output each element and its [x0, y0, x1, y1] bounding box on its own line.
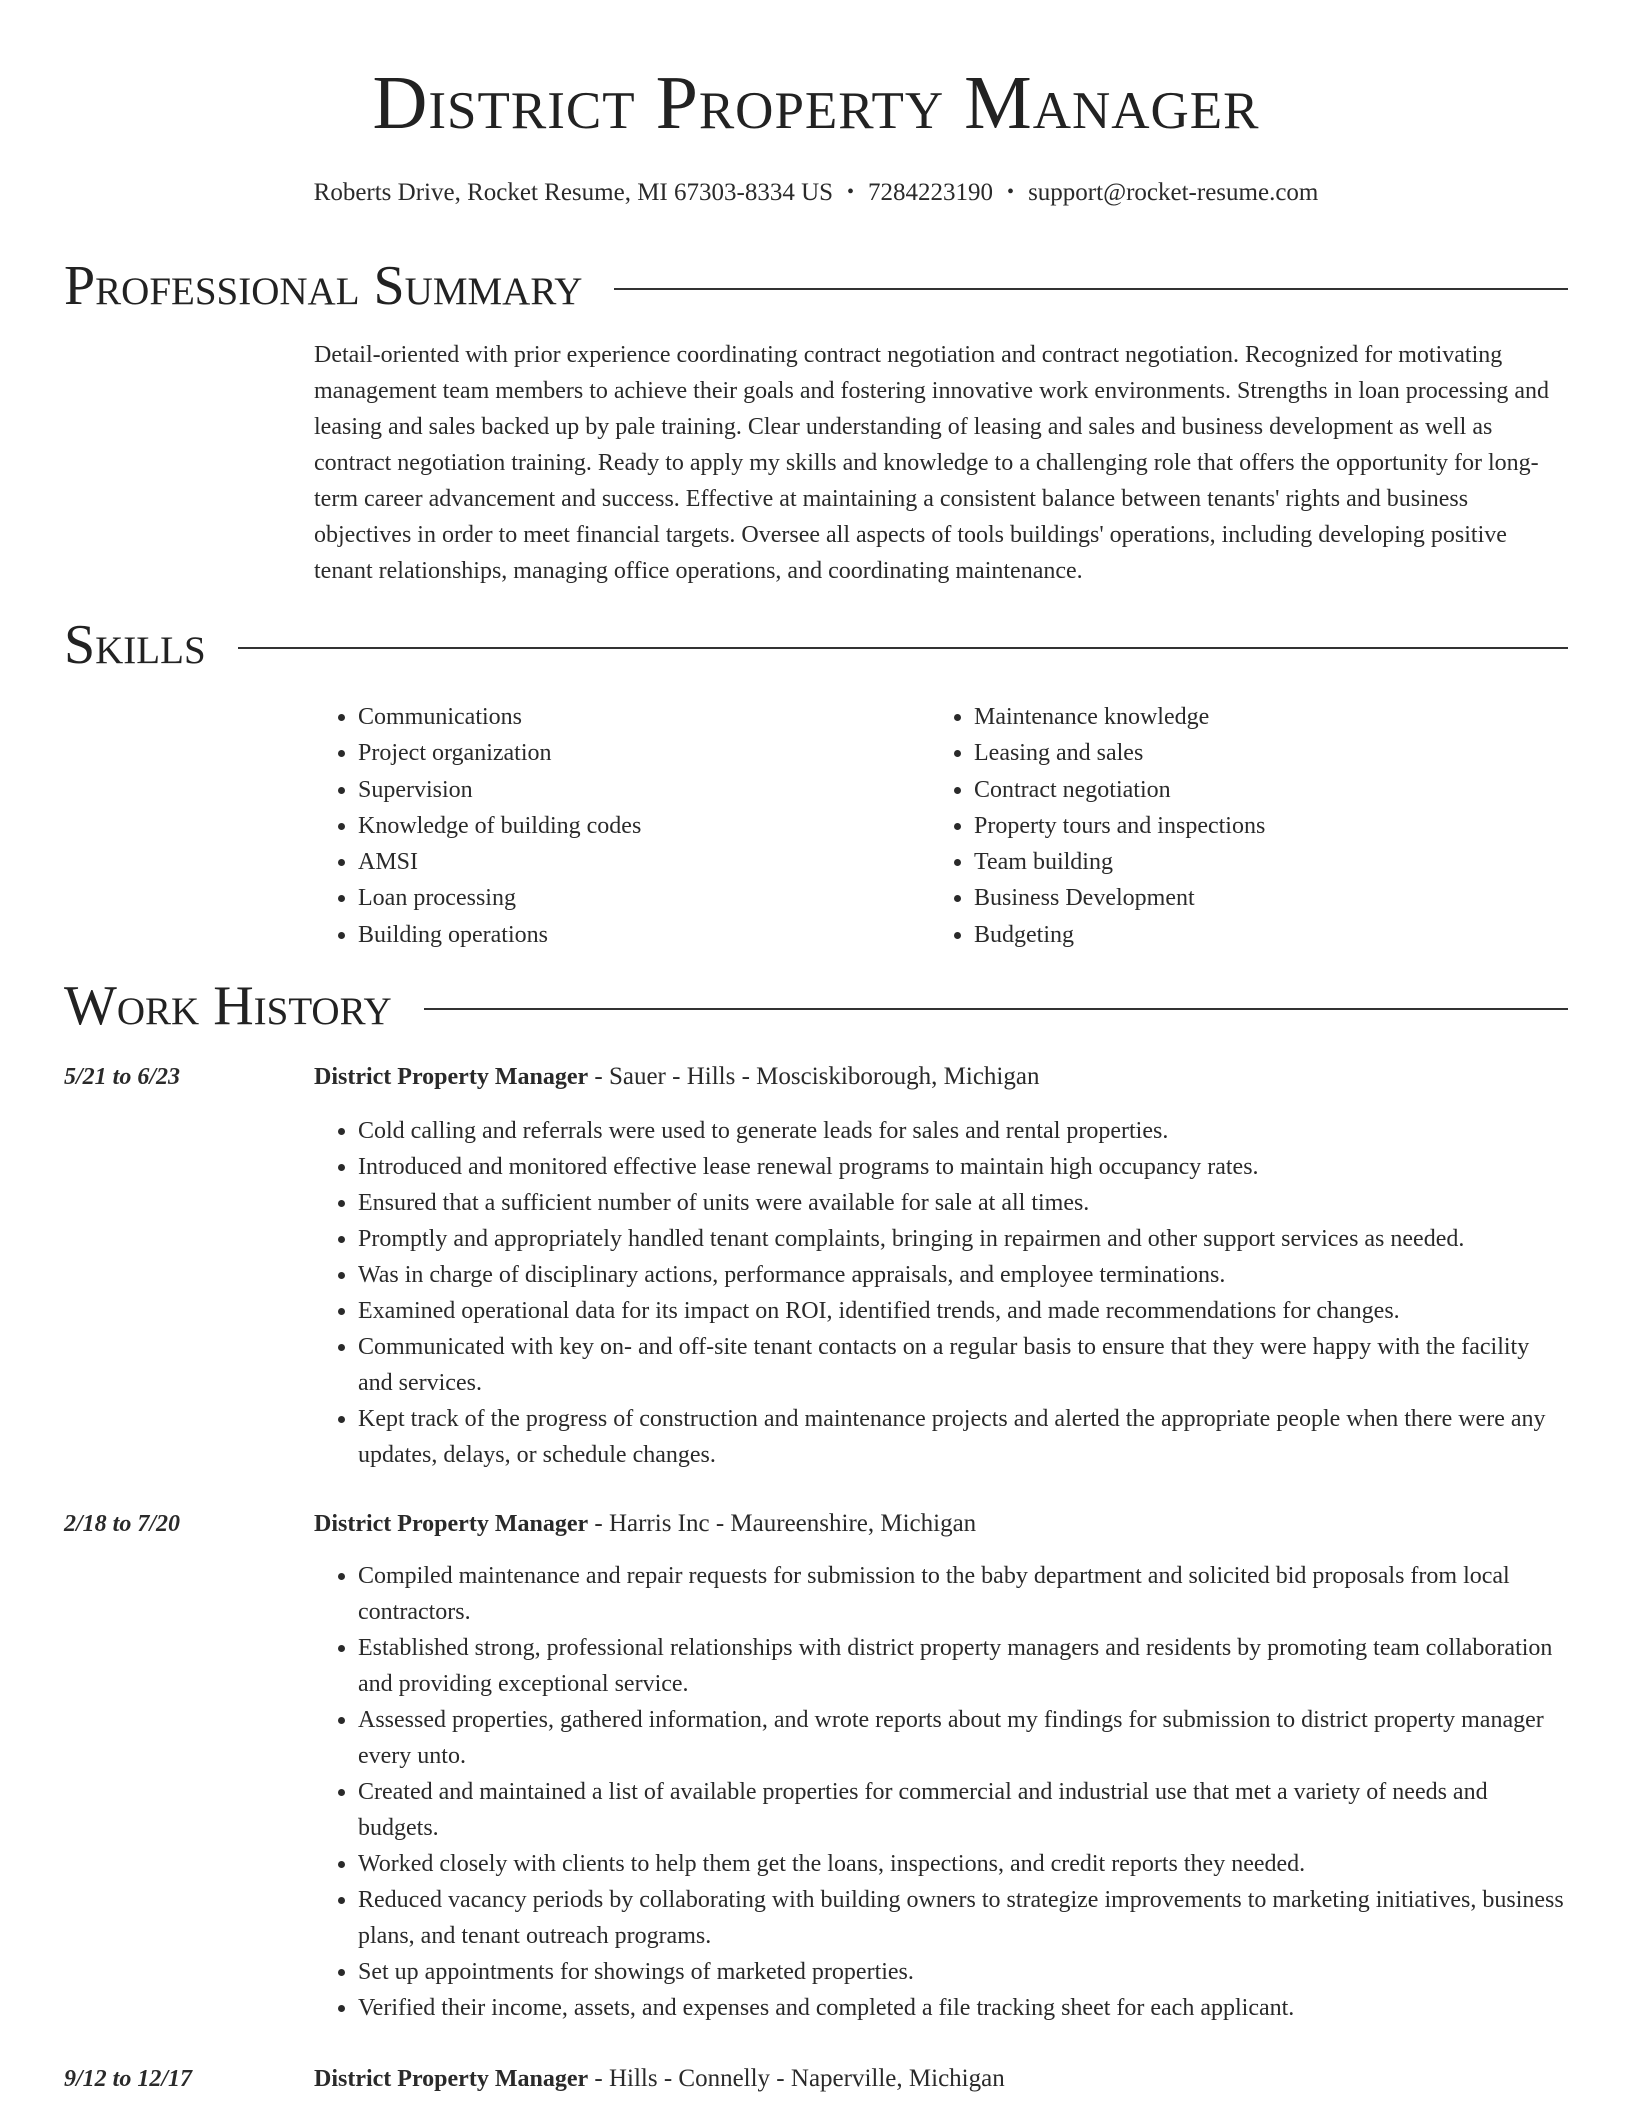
skill-item: • Leasing and sales	[974, 735, 1546, 771]
contact-line	[0, 174, 1632, 211]
skill-item: • Supervision	[358, 772, 930, 808]
job-title-line	[314, 1059, 1039, 1095]
skill-item: • Maintenance knowledge	[974, 699, 1546, 735]
section-divider	[238, 647, 1568, 649]
skills-heading: Skills	[64, 614, 206, 676]
contact-separator: •	[1007, 181, 1015, 203]
job-title: District Property Manager	[314, 2066, 589, 2092]
duty-item: • Established strong, professional relationships with district property managers and residents by promoting team collaboration and providing exceptional service.	[358, 1630, 1566, 1702]
job-dates: 2/18 to 7/20	[64, 1511, 181, 1537]
candidate-name: District Property Manager	[372, 61, 1260, 145]
duty-item: • Verified their income, assets, and expenses and completed a file tracking sheet for each applicant.	[358, 1990, 1566, 2026]
skill-item: • Business Development	[974, 880, 1546, 916]
contact-phone: 7284223190	[868, 179, 994, 206]
job-header	[64, 1506, 1566, 1542]
summary-section-header	[64, 253, 1568, 319]
duty-item: • Examined operational data for its impact on ROI, identified trends, and made recommendations for changes.	[358, 1293, 1566, 1329]
duty-item: • Reduced vacancy periods by collaborating with building owners to strategize improvements to marketing initiatives, business plans, and tenant outreach programs.	[358, 1882, 1566, 1954]
job-dates: 5/21 to 6/23	[64, 1064, 181, 1090]
section-divider	[424, 1008, 1568, 1010]
duty-item: • Assessed properties, gathered information, and wrote reports about my findings for submission to district property manager every unto.	[358, 1702, 1566, 1774]
duty-item: • Kept track of the progress of construction and maintenance projects and alerted the appropriate people when there were any updates, delays, or schedule changes.	[358, 1401, 1566, 1473]
contact-separator: •	[847, 181, 855, 203]
duty-item: • Set up appointments for showings of marketed properties.	[358, 1954, 1566, 1990]
job-title-line	[314, 1506, 976, 1542]
job-duties	[314, 1558, 1566, 2026]
skill-item: • Project organization	[358, 735, 930, 771]
skill-item: • Budgeting	[974, 917, 1546, 953]
skill-item: • Communications	[358, 699, 930, 735]
skill-item: • Property tours and inspections	[974, 808, 1546, 844]
job-dates: 9/12 to 12/17	[64, 2066, 193, 2092]
skills-section-header	[64, 612, 1568, 678]
contact-email: support@rocket-resume.com	[1028, 179, 1319, 206]
summary-heading: Professional Summary	[64, 255, 583, 317]
skills-column-left	[314, 699, 930, 953]
duty-item: • Promptly and appropriately handled tenant complaints, bringing in repairmen and other support services as needed.	[358, 1221, 1566, 1257]
duty-item: • Ensured that a sufficient number of units were available for sale at all times.	[358, 1185, 1566, 1221]
job-employer: - Hills - Connelly - Naperville, Michigan	[588, 2065, 1005, 2092]
job-header	[64, 2061, 1566, 2097]
skills-list	[314, 699, 1566, 953]
duty-item: • Worked closely with clients to help them get the loans, inspections, and credit reports they needed.	[358, 1846, 1566, 1882]
work-heading: Work History	[64, 975, 392, 1037]
duty-item: • Communicated with key on- and off-site tenant contacts on a regular basis to ensure that they were happy with the facility and services.	[358, 1329, 1566, 1401]
work-section-header	[64, 973, 1568, 1039]
job-title: District Property Manager	[314, 1511, 589, 1537]
duty-item: • Created and maintained a list of available properties for commercial and industrial use that met a variety of needs and budgets.	[358, 1774, 1566, 1846]
skill-item: • Knowledge of building codes	[358, 808, 930, 844]
job-title: District Property Manager	[314, 1064, 589, 1090]
duty-item: • Introduced and monitored effective lease renewal programs to maintain high occupancy rates.	[358, 1149, 1566, 1185]
job-duties	[314, 1113, 1566, 1473]
skill-item: • Loan processing	[358, 880, 930, 916]
job-header	[64, 1059, 1566, 1095]
job-employer: - Harris Inc - Maureenshire, Michigan	[588, 1510, 977, 1537]
job-employer: - Sauer - Hills - Mosciskiborough, Michigan	[588, 1063, 1040, 1090]
skill-item: • Team building	[974, 844, 1546, 880]
skill-item: • Contract negotiation	[974, 772, 1546, 808]
duty-item: • Cold calling and referrals were used to generate leads for sales and rental properties.	[358, 1113, 1566, 1149]
duty-item: • Compiled maintenance and repair requests for submission to the baby department and solicited bid proposals from local contractors.	[358, 1558, 1566, 1630]
contact-address: Roberts Drive, Rocket Resume, MI 67303-8334 US	[313, 179, 834, 206]
section-divider	[614, 288, 1568, 290]
skill-item: • AMSI	[358, 844, 930, 880]
duty-item: • Was in charge of disciplinary actions, performance appraisals, and employee terminations.	[358, 1257, 1566, 1293]
summary-text: Detail-oriented with prior experience coordinating contract negotiation and contract negotiation. Recognized for motivating management team members to achieve their goals and fostering innovative work environments. Strengths in loan processing and leasing and sales backed up by pale training. Clear understanding of leasing and sales and business development as well as contract negotiation training. Ready to apply my skills and knowledge to a challenging role that offers the opportunity for long-term career advancement and success. Effective at maintaining a consistent balance between tenants' rights and business objectives in order to meet financial targets. Oversee all aspects of tools buildings' operations, including developing positive tenant relationships, managing office operations, and coordinating maintenance.	[314, 342, 1550, 584]
skills-column-right	[930, 699, 1546, 953]
job-title-line	[314, 2061, 1005, 2097]
skill-item: • Building operations	[358, 917, 930, 953]
